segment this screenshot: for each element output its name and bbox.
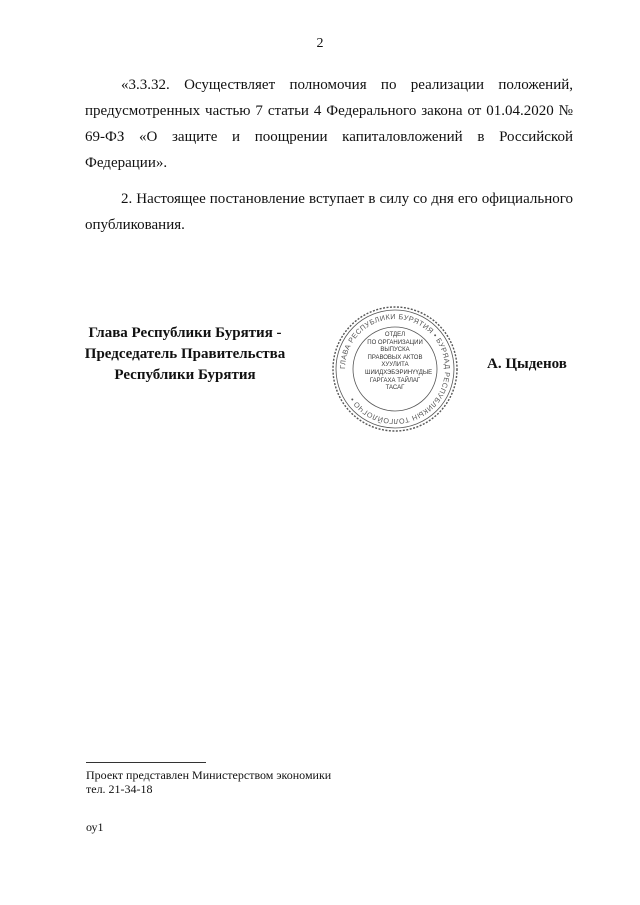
seal-center-line: ШИИДХЭБЭРИНҮҮДЫЕ [365,369,433,376]
footnote-divider [86,762,206,763]
signatory-name: А. Цыденов [487,356,567,372]
official-seal [330,304,460,434]
seal-center-line: ВЫПУСКА [380,347,410,354]
document-code: оу1 [86,820,104,834]
seal-ring-text-path: ГЛАВА РЕСПУБЛИКИ БУРЯТИЯ • БУРЯАД РЕСПУБЛИКЫН ТОЛГОЙЛОГЧО • [337,311,453,427]
seal-center-line: ПО ОРГАНИЗАЦИИ [367,339,423,346]
signatory-title-line: Глава Республики Бурятия - [88,325,282,341]
seal-center-text [365,332,433,393]
seal-center-line: ПРАВОВЫХ АКТОВ [367,354,423,361]
seal-center-line: ГАРГАХА ТАЙЛАГ [369,377,421,384]
footnote-line: Проект представлен Министерством экономики [86,768,332,782]
seal-center-line: ХУУЛИТА [381,362,409,369]
footnote [86,768,331,796]
footnote-line: тел. 21-34-18 [86,782,153,796]
signatory-title [80,323,290,386]
paragraph-effective-date: 2. Настоящее постановление вступает в силу со дня его официального опубликования. [85,191,573,233]
page-number: 2 [316,36,324,51]
signatory-title-line: Председатель Правительства [84,346,286,362]
seal-center-line: ТАСАГ [385,385,405,392]
paragraph-amendment: «3.3.32. Осуществляет полномочия по реализации положений, предусмотренных частью 7 статьи 4 Федерального закона от 01.04.2020 № 69-ФЗ «О защите и поощрении капиталовложений в Российской Федерации». [85,77,573,171]
seal-center-line: ОТДЕЛ [384,332,406,338]
signatory-title-line: Республики Бурятия [114,367,256,383]
